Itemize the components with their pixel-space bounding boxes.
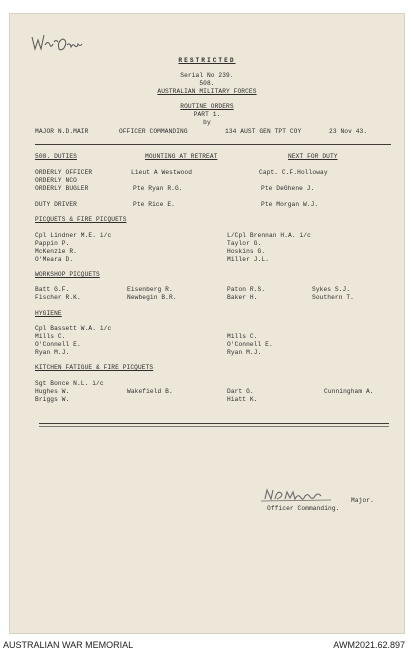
picket-member: Taylor G. [227, 240, 262, 247]
officer-role: OFFICER COMMANDING [119, 128, 188, 135]
duties-header-mounting: MOUNTING AT RETREAT [145, 153, 218, 160]
order-date: 23 Nov 43. [329, 128, 368, 135]
picket-member: Cpl Lindner M.E. i/c [35, 232, 112, 239]
workshop-member: Newbegin B.R. [127, 294, 177, 301]
unit-number: 508. [199, 80, 215, 87]
workshop-member: Baker H. [227, 294, 258, 301]
kitchen-member: Cunningham A. [324, 388, 374, 395]
duty-role: ORDERLY OFFICER [35, 169, 93, 176]
header-rule [35, 144, 391, 145]
footer-accession-number: AWM2021.62.897 [333, 640, 405, 650]
kitchen-heading: KITCHEN FATIGUE & FIRE PICQUETS [35, 364, 154, 371]
part-number: PART 1. [193, 111, 221, 118]
officer-name: MAJOR N.D.MAIR [35, 128, 89, 135]
serial-number: Serial No 239. [180, 72, 234, 79]
duty-mounting: Lieut A Westwood [131, 169, 193, 176]
duties-header-508: 508. DUTIES [35, 153, 77, 160]
pickets-heading: PICQUETS & FIRE PICQUETS [35, 216, 127, 223]
duties-header-next: NEXT FOR DUTY [288, 153, 338, 160]
duty-mounting: Pte Rice E. [133, 201, 175, 208]
hygiene-member: Cpl Bassett W.A. i/c [35, 325, 112, 332]
picket-member: L/Cpl Brennan H.A. i/c [227, 232, 311, 239]
picket-member: Pappin P. [35, 240, 70, 247]
hygiene-member: Mills C. [35, 333, 66, 340]
workshop-member: Eisenberg R. [127, 286, 173, 293]
kitchen-member: Briggs W. [35, 396, 70, 403]
handwritten-war-diary-note [29, 29, 85, 55]
hygiene-member: O'Connell E. [35, 341, 81, 348]
workshop-member: Fischer R.K. [35, 294, 81, 301]
picket-member: McKenzie R. [35, 248, 77, 255]
hygiene-heading: HYGIENE [35, 310, 62, 317]
footer-institution: AUSTRALIAN WAR MEMORIAL [3, 640, 134, 650]
duty-role: ORDERLY BUGLER [35, 185, 89, 192]
hygiene-member: Mills C. [227, 333, 258, 340]
hygiene-member: Ryan M.J. [35, 349, 70, 356]
duty-role: DUTY DRIVER [35, 201, 77, 208]
kitchen-member: Wakefield B. [127, 388, 173, 395]
workshop-member: Southern T. [312, 294, 354, 301]
duty-next: Pte Morgan W.J. [261, 201, 319, 208]
workshop-member: Batt G.F. [35, 286, 70, 293]
picket-member: Hoskins G. [227, 248, 266, 255]
document-sheet [9, 13, 405, 634]
handwritten-signature [261, 487, 351, 503]
workshop-member: Sykes S.J. [312, 286, 351, 293]
forces-name: AUSTRALIAN MILITARY FORCES [157, 88, 257, 95]
kitchen-member: Hughes W. [35, 388, 70, 395]
picket-member: Miller J.L. [227, 256, 269, 263]
archive-footer [0, 636, 411, 653]
workshop-member: Paton R.S. [227, 286, 266, 293]
signature-title: Officer Commanding. [267, 505, 340, 512]
company-name: 134 AUST GEN TPT COY [225, 128, 302, 135]
picket-member: O'Meara D. [35, 256, 74, 263]
kitchen-member: Sgt Bonce N.L. i/c [35, 380, 104, 387]
duty-next: Pte DeGhene J. [261, 185, 315, 192]
kitchen-member: Hiatt K. [227, 396, 258, 403]
classification: RESTRICTED [178, 57, 236, 64]
doc-title: ROUTINE ORDERS [180, 103, 234, 110]
hygiene-member: Ryan M.J. [227, 349, 262, 356]
by-label: by [203, 119, 211, 126]
duty-role: ORDERLY NCO [35, 177, 77, 184]
hygiene-member: O'Connell E. [227, 341, 273, 348]
kitchen-member: Dart G. [227, 388, 254, 395]
closing-rule-top [39, 423, 389, 424]
signature-rank: Major. [351, 497, 374, 504]
duty-mounting: Pte Ryan R.G. [133, 185, 183, 192]
workshop-heading: WORKSHOP PICQUETS [35, 271, 100, 278]
closing-rule-bottom [39, 426, 389, 427]
duty-next: Capt. C.F.Holloway [259, 169, 328, 176]
